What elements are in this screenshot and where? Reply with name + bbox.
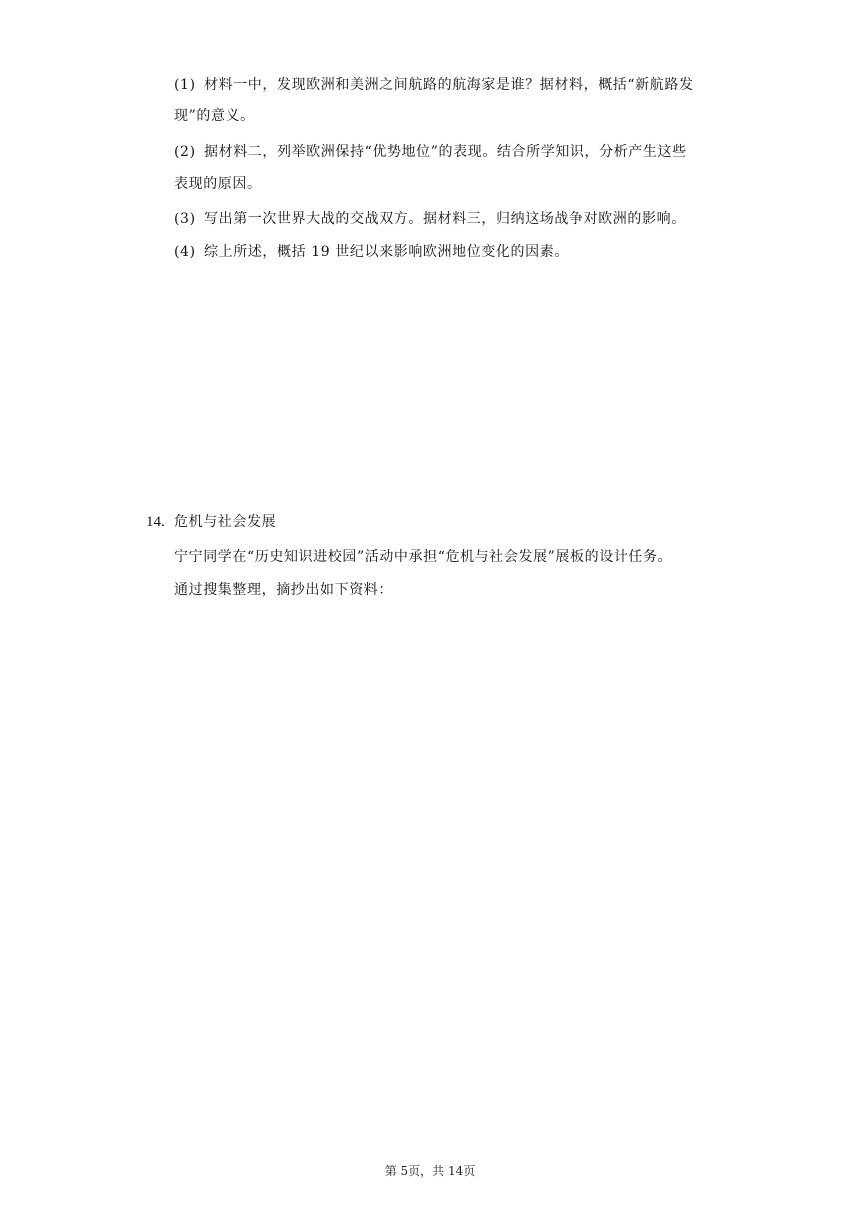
section-14-paragraph-line2: 通过搜集整理，摘抄出如下资料：	[174, 582, 393, 598]
question-2-text-line2: 表现的原因。	[174, 176, 262, 192]
question-4-number: (4)	[174, 244, 196, 260]
question-2	[174, 143, 687, 161]
question-2-text-line1: 据材料二，列举欧洲保持“优势地位”的表现。结合所学知识，分析产生这些	[204, 144, 687, 160]
question-3-text-line1: 写出第一次世界大战的交战双方。据材料三，归纳这场战争对欧洲的影响。	[204, 211, 686, 227]
question-4-text-line1: 综上所述，概括 19 世纪以来影响欧洲地位变化的因素。	[204, 244, 569, 260]
section-14-title: 危机与社会发展	[174, 514, 277, 530]
question-1-number: (1)	[174, 77, 196, 93]
question-3	[174, 210, 686, 228]
question-1-text-line2: 现”的意义。	[174, 108, 255, 124]
question-3-number: (3)	[174, 211, 196, 227]
section-14-paragraph-line1: 宁宁同学在“历史知识进校园”活动中承担“危机与社会发展”展板的设计任务。	[174, 549, 673, 565]
question-4	[174, 243, 569, 261]
question-2-number: (2)	[174, 144, 196, 160]
section-14-number: 14.	[146, 514, 165, 530]
page-footer: 第 5页，共 14页	[384, 1164, 476, 1178]
question-1-text-line1: 材料一中，发现欧洲和美洲之间航路的航海家是谁？据材料，概括“新航路发	[204, 77, 694, 93]
question-1	[174, 76, 694, 94]
